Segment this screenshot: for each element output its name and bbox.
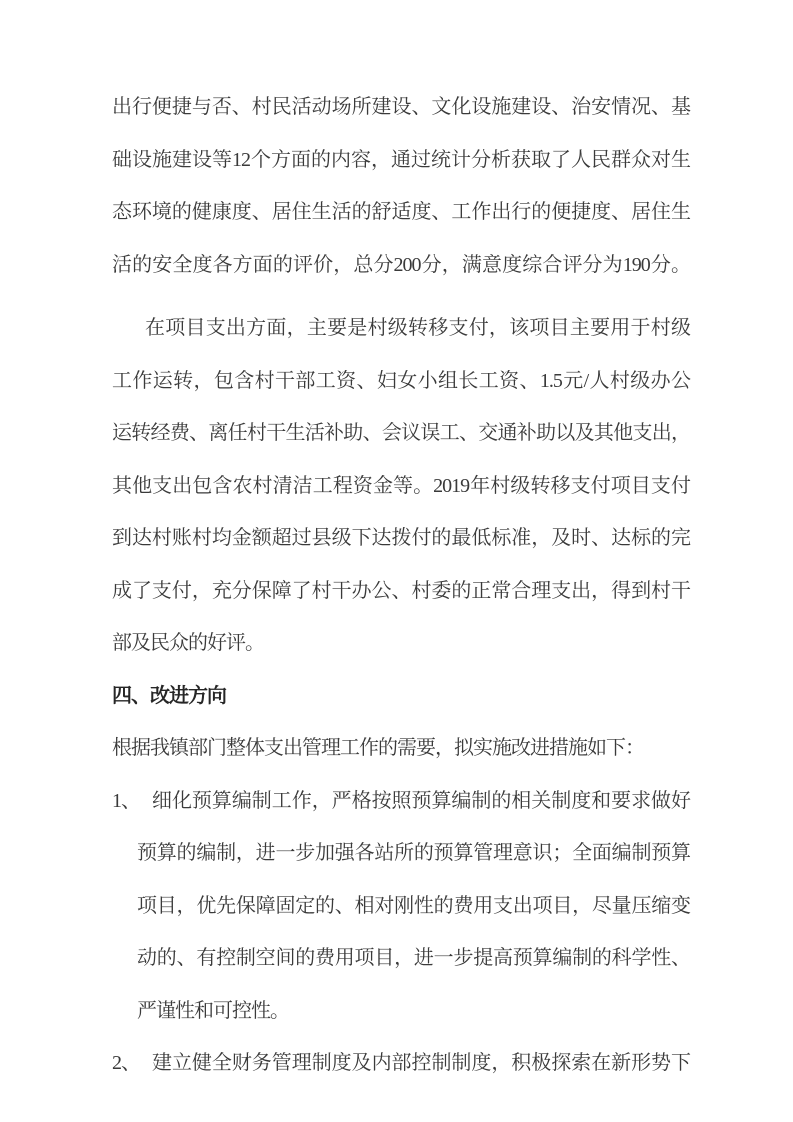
paragraph2-line-4: 其他支出包含农村清洁工程资金等。2019年村级转移支付项目支付 bbox=[112, 474, 690, 497]
paragraph2-line-7: 部及民众的好评。 bbox=[112, 632, 264, 654]
paragraph1-line-2: 础设施建设等12个方面的内容，通过统计分析获取了人民群众对生 bbox=[112, 148, 690, 171]
paragraph2-line-5: 到达村账村均金额超过县级下达拨付的最低标准，及时、达标的完 bbox=[112, 527, 690, 549]
list-item-1-line-4: 动的、有控制空间的费用项目，进一步提高预算编制的科学性、 bbox=[137, 947, 690, 969]
paragraph2-line-3: 运转经费、离任村干生活补助、会议误工、交通补助以及其他支出， bbox=[112, 422, 690, 444]
paragraph3-line-1: 根据我镇部门整体支出管理工作的需要，拟实施改进措施如下： bbox=[112, 737, 644, 759]
list-item-1-line-2: 预算的编制，进一步加强各站所的预算管理意识；全面编制预算 bbox=[137, 842, 690, 864]
paragraph1-line-1: 出行便捷与否、村民活动场所建设、文化设施建设、治安情况、基 bbox=[112, 96, 690, 118]
list-item-1-text: 细化预算编制工作，严格按照预算编制的相关制度和要求做好 bbox=[152, 789, 690, 812]
paragraph1-line-4: 活的安全度各方面的评价，总分200分，满意度综合评分为190分。 bbox=[112, 253, 690, 276]
list-item-2-line-1 bbox=[112, 1037, 690, 1090]
paragraph1-line-3: 态环境的健康度、居住生活的舒适度、工作出行的便捷度、居住生 bbox=[112, 201, 690, 223]
section-heading: 四、改进方向 bbox=[112, 684, 226, 707]
list-item-2-text: 建立健全财务管理制度及内部控制制度，积极探索在新形势下 bbox=[152, 1052, 690, 1074]
paragraph2-line-2: 工作运转，包含村干部工资、妇女小组长工资、1.5元/人村级办公 bbox=[112, 369, 690, 392]
page-content bbox=[112, 81, 690, 1090]
list-item-1-line-3: 项目，优先保障固定的、相对刚性的费用支出项目，尽量压缩变 bbox=[137, 894, 690, 917]
list-item-2-marker: 2、 bbox=[112, 1052, 140, 1074]
paragraph2-line-6: 成了支付，充分保障了村干办公、村委的正常合理支出，得到村干 bbox=[112, 579, 690, 602]
list-item-1-marker: 1、 bbox=[112, 789, 140, 812]
list-item-1-line-5: 严谨性和可控性。 bbox=[137, 999, 289, 1022]
paragraph2-line-1: 在项目支出方面，主要是村级转移支付，该项目主要用于村级 bbox=[145, 317, 690, 339]
list-item-1-line-1 bbox=[112, 775, 690, 828]
